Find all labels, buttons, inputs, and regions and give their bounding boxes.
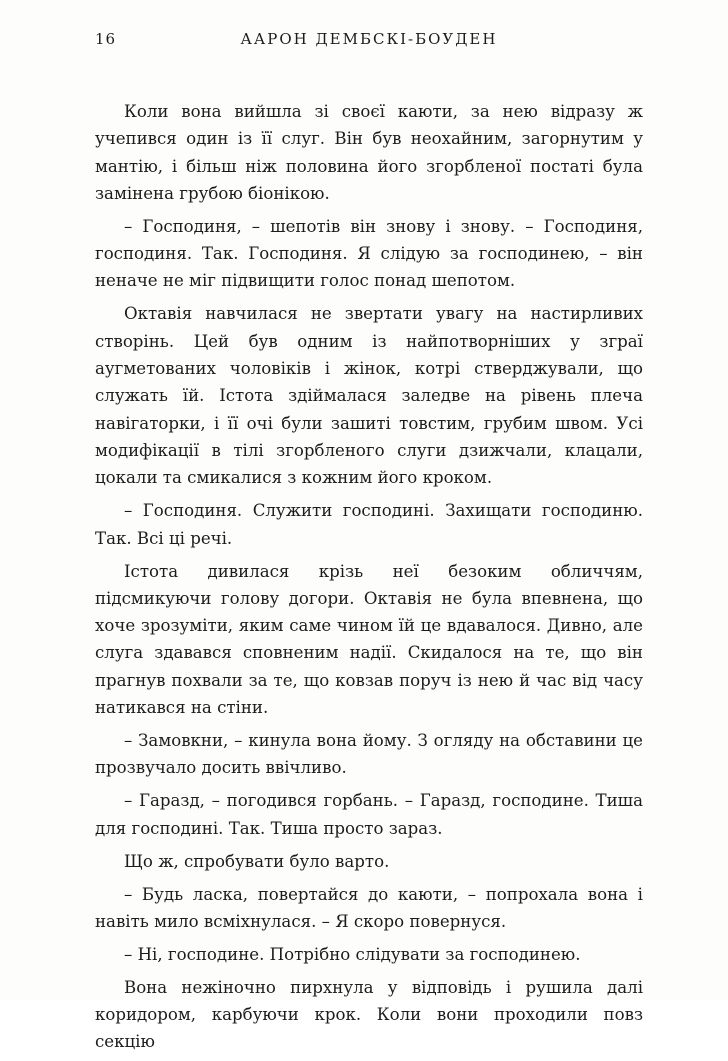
running-header <box>95 30 643 54</box>
paragraph: Вона нежіночно пирхнула у відповідь і рушила далі коридором, карбуючи крок. Коли вони проходили повз секцію <box>95 977 643 1052</box>
paragraph: – Ні, господине. Потрібно слідувати за господинею. <box>124 944 581 964</box>
paragraph: Що ж, спробувати було варто. <box>124 851 390 871</box>
paragraph: – Господиня. Служити господині. Захищати господиню. Так. Всі ці речі. <box>95 501 643 548</box>
paragraph: Істота дивилася крізь неї безоким обличчям, підсмикуючи голову догори. Октавія не була впевнена, що хоче зрозуміти, яким саме чином їй це вдавалося. Дивно, але слуга здавався сповненим надії. Скидалося на те, що він прагнув похвали за те, що ковзав поруч із нею й час від часу натикався на стіни. <box>95 561 643 717</box>
paragraph: – Замовкни, – кинула вона йому. З огляду на обставини це прозвучало досить ввічливо. <box>95 730 643 778</box>
paragraph: – Гаразд, – погодився горбань. – Гаразд, господине. Тиша для господині. Так. Тиша просто зараз. <box>95 791 643 838</box>
running-title: ААРОН ДЕМБСКІ-БОУДЕН <box>240 30 498 48</box>
paragraph: Октавія навчилася не звертати увагу на настирливих створінь. Цей був одним із найпотворніших у зграї аугметованих чоловіків і жінок, котрі стверджували, що служать їй. Істота здіймалася заледве на рівень плеча навігаторки, і її очі були зашиті товстим, грубим швом. Усі модифікації в тілі згорбленого слуги дзижчали, клацали, цокали та смикалися з кожним його кроком. <box>95 304 643 488</box>
body-text <box>95 98 643 1061</box>
paragraph: Коли вона вийшла зі своєї каюти, за нею відразу ж учепився один із її слуг. Він був неохайним, загорнутим у мантію, і більш ніж половина його згорбленої постаті була замінена грубою біонікою. <box>95 102 643 203</box>
page-number: 16 <box>95 30 117 48</box>
paragraph: – Будь ласка, повертайся до каюти, – попрохала вона і навіть мило всміхнулася. – Я скоро повернуся. <box>95 884 643 931</box>
paragraph: – Господиня, – шепотів він знову і знову. – Господиня, господиня. Так. Господиня. Я слідую за господинею, – він неначе не міг підвищити голос понад шепотом. <box>95 216 643 291</box>
